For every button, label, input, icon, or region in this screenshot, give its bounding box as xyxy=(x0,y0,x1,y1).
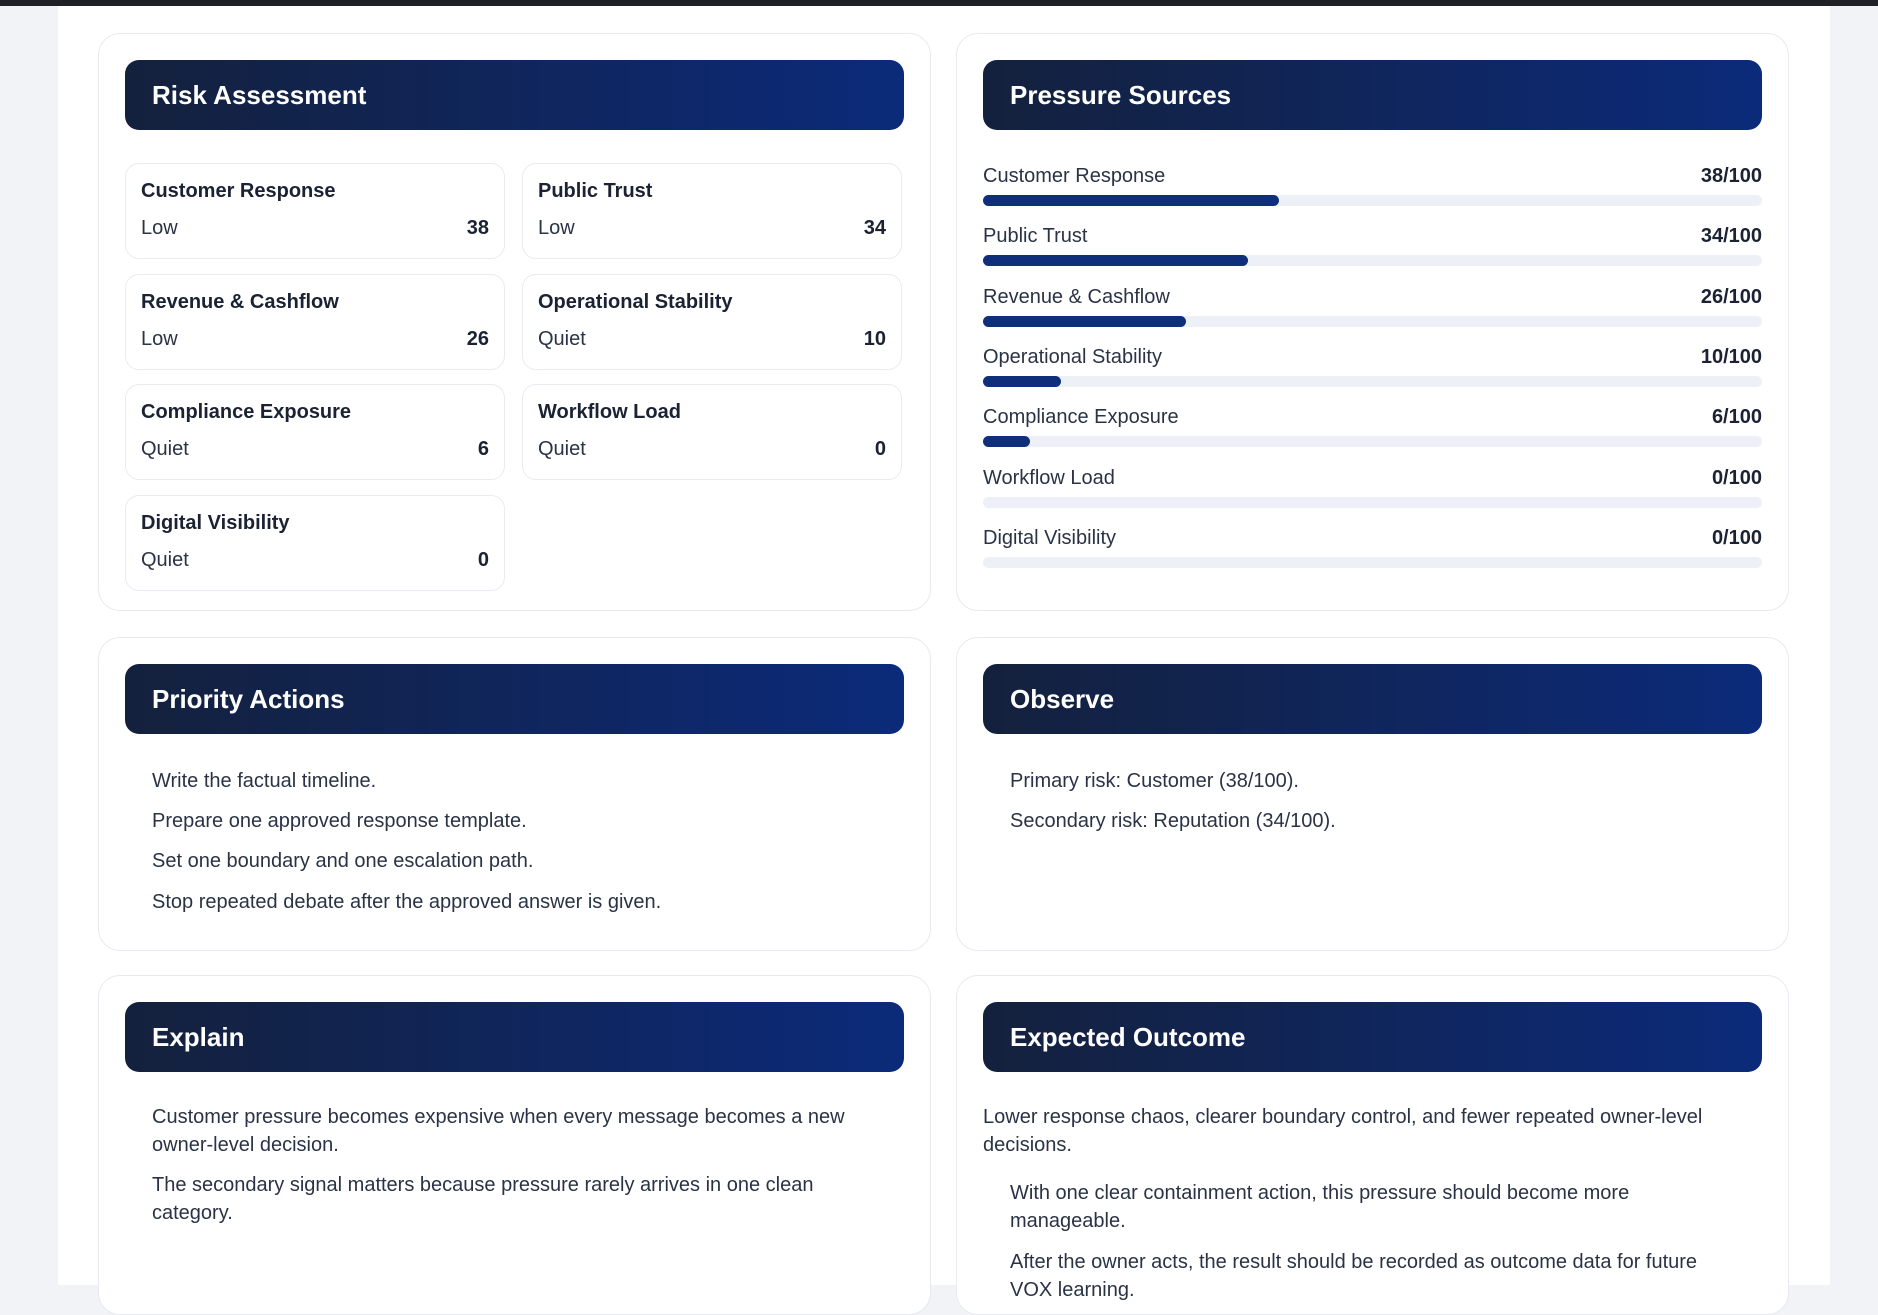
tile-score: 0 xyxy=(477,549,489,571)
tile-level: Low xyxy=(141,217,178,239)
tile-level: Quiet xyxy=(141,549,189,571)
pressure-label: Customer Response xyxy=(983,165,1166,187)
priority-actions-title: Priority Actions xyxy=(125,664,904,734)
pressure-bar-track xyxy=(983,557,1762,568)
tile-title: Compliance Exposure xyxy=(141,401,352,423)
pressure-bar-fill xyxy=(983,376,1061,387)
tile-level: Low xyxy=(538,217,575,239)
priority-actions-card xyxy=(98,637,931,951)
tile-level: Low xyxy=(141,328,178,350)
pressure-label: Workflow Load xyxy=(983,467,1115,489)
tile-score: 6 xyxy=(477,438,489,460)
pressure-sources-card xyxy=(956,33,1789,611)
expected-outcome-summary: Lower response chaos, clearer boundary control, and fewer repeated owner-level decisions. xyxy=(983,1106,1703,1156)
tile-title: Customer Response xyxy=(141,180,336,202)
pressure-row-compliance-exposure xyxy=(983,406,1762,456)
pressure-bar-fill xyxy=(983,255,1248,266)
tile-score: 34 xyxy=(863,217,886,239)
pressure-label: Operational Stability xyxy=(983,346,1162,368)
tile-score: 38 xyxy=(466,217,489,239)
tile-score: 0 xyxy=(874,438,886,460)
pressure-row-public-trust xyxy=(983,225,1762,275)
risk-assessment-card xyxy=(98,33,931,611)
explain-item: Customer pressure becomes expensive when every message becomes a new owner-level decision. xyxy=(152,1106,845,1156)
explain-title: Explain xyxy=(125,1002,904,1072)
observe-item: Primary risk: Customer (38/100). xyxy=(1010,770,1299,792)
risk-tile-public-trust[interactable] xyxy=(522,163,902,259)
pressure-value: 34/100 xyxy=(1700,225,1762,247)
tile-title: Revenue & Cashflow xyxy=(141,291,339,313)
observe-title: Observe xyxy=(983,664,1762,734)
tile-level: Quiet xyxy=(141,438,189,460)
pressure-value: 26/100 xyxy=(1700,286,1762,308)
pressure-bar-track xyxy=(983,195,1762,206)
expected-outcome-card xyxy=(956,975,1789,1315)
tile-title: Operational Stability xyxy=(538,291,733,313)
risk-tile-digital-visibility[interactable] xyxy=(125,495,505,591)
priority-action-item: Stop repeated debate after the approved answer is given. xyxy=(152,891,662,913)
observe-item: Secondary risk: Reputation (34/100). xyxy=(1010,810,1336,832)
risk-assessment-title: Risk Assessment xyxy=(125,60,904,130)
explain-card xyxy=(98,975,931,1315)
pressure-bar-fill xyxy=(983,316,1186,327)
tile-title: Digital Visibility xyxy=(141,512,290,534)
pressure-label: Public Trust xyxy=(983,225,1088,247)
pressure-bar-track xyxy=(983,376,1762,387)
pressure-row-customer-response xyxy=(983,165,1762,215)
tile-score: 10 xyxy=(863,328,886,350)
pressure-label: Revenue & Cashflow xyxy=(983,286,1170,308)
pressure-value: 6/100 xyxy=(1711,406,1762,428)
explain-item: The secondary signal matters because pressure rarely arrives in one clean category. xyxy=(152,1174,814,1224)
dashboard-page xyxy=(58,6,1830,1301)
pressure-bar-track xyxy=(983,316,1762,327)
pressure-bar-track xyxy=(983,436,1762,447)
pressure-value: 38/100 xyxy=(1700,165,1762,187)
priority-action-item: Write the factual timeline. xyxy=(152,770,377,792)
risk-tile-workflow-load[interactable] xyxy=(522,384,902,480)
pressure-bar-fill xyxy=(983,436,1030,447)
pressure-bar-track xyxy=(983,255,1762,266)
risk-tile-compliance-exposure[interactable] xyxy=(125,384,505,480)
expected-outcome-item: After the owner acts, the result should be recorded as outcome data for future VOX learning. xyxy=(1010,1251,1698,1301)
pressure-bar-fill xyxy=(983,195,1279,206)
observe-card xyxy=(956,637,1789,951)
expected-outcome-title: Expected Outcome xyxy=(983,1002,1762,1072)
pressure-value: 0/100 xyxy=(1711,467,1762,489)
pressure-label: Compliance Exposure xyxy=(983,406,1179,428)
tile-title: Workflow Load xyxy=(538,401,681,423)
pressure-label: Digital Visibility xyxy=(983,527,1117,549)
pressure-row-operational-stability xyxy=(983,346,1762,396)
tile-score: 26 xyxy=(466,328,489,350)
risk-tile-operational-stability[interactable] xyxy=(522,274,902,370)
priority-action-item: Prepare one approved response template. xyxy=(152,810,527,832)
pressure-value: 0/100 xyxy=(1711,527,1762,549)
expected-outcome-item: With one clear containment action, this pressure should become more manageable. xyxy=(1010,1182,1630,1232)
tile-level: Quiet xyxy=(538,438,586,460)
pressure-value: 10/100 xyxy=(1700,346,1762,368)
priority-action-item: Set one boundary and one escalation path. xyxy=(152,850,534,872)
risk-tile-customer-response[interactable] xyxy=(125,163,505,259)
tile-level: Quiet xyxy=(538,328,586,350)
pressure-row-revenue-cashflow xyxy=(983,286,1762,336)
pressure-row-digital-visibility xyxy=(983,527,1762,577)
tile-title: Public Trust xyxy=(538,180,653,202)
pressure-bar-track xyxy=(983,497,1762,508)
pressure-row-workflow-load xyxy=(983,467,1762,517)
risk-tile-revenue-cashflow[interactable] xyxy=(125,274,505,370)
pressure-sources-title: Pressure Sources xyxy=(983,60,1762,130)
